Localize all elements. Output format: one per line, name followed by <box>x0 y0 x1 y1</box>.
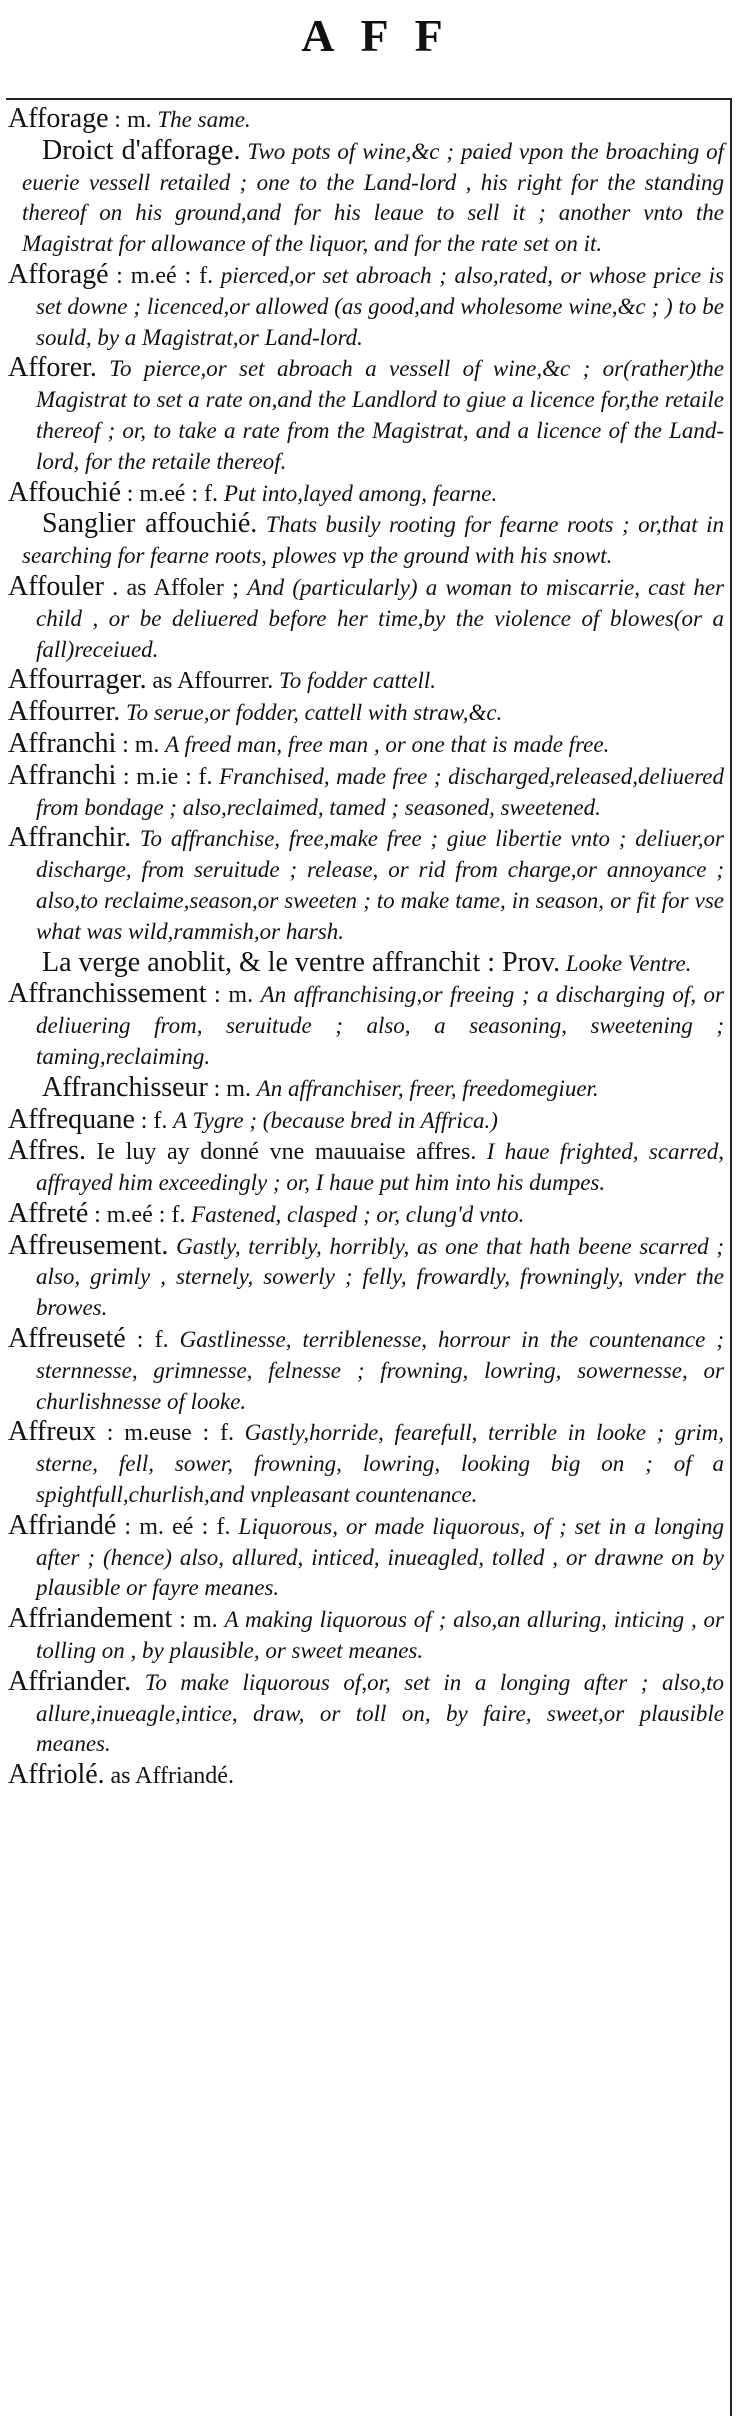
dictionary-entry <box>8 1324 724 1417</box>
entry-grammar: : m.eé : f. <box>94 1201 186 1228</box>
entry-grammar: : m.euse : f. <box>106 1420 235 1447</box>
sub-entry <box>8 948 724 980</box>
entry-headword: Affres. <box>8 1135 87 1167</box>
entry-definition: To fodder cattell. <box>279 668 436 694</box>
entry-grammar: . as Affoler ; <box>112 574 239 601</box>
dictionary-entry <box>8 823 724 947</box>
dictionary-entry <box>8 1760 724 1792</box>
entry-headword: Affriolé. <box>8 1759 105 1791</box>
entry-headword: Affranchisseur <box>42 1071 208 1103</box>
entry-definition: And (particularly) a woman to miscarrie, cast her child , or be deliuered before her time,by the violence of blowes(or a fall)receiued. <box>36 574 725 662</box>
entry-headword: La verge anoblit, & le ventre affranchit : Prov. <box>42 946 561 978</box>
entry-definition: To affranchise, free,make free ; giue libertie vnto ; deliuer,or discharge, from seruitude ; release, or rid from charge,or annoyance ; also,to reclaime,season,or sweeten ; to make tame, in season, or fit for vse what was wild,rammish,or harsh. <box>36 826 724 944</box>
entry-headword: Affouler <box>8 570 104 602</box>
dictionary-entry <box>8 353 724 477</box>
entry-headword: Afforagé <box>8 258 109 290</box>
entry-headword: Sanglier affouchié. <box>42 508 258 540</box>
entry-grammar: : m. <box>213 1075 251 1102</box>
dictionary-entry <box>8 260 724 353</box>
entry-definition: A Tygre ; (because bred in Affrica.) <box>173 1107 498 1133</box>
sub-entry <box>8 136 724 260</box>
entry-definition: Gastly, terribly, horribly, as one that hath beene scarred ; also, grimly , sternely, sowerly ; felly, frowardly, frowningly, vnder the browes. <box>36 1233 725 1321</box>
entry-definition: Put into,layed among, fearne. <box>223 480 498 506</box>
dictionary-entry <box>8 1667 724 1760</box>
dictionary-entry <box>8 1199 724 1231</box>
dictionary-entry <box>8 1604 724 1667</box>
entry-headword: Affranchissement <box>8 978 207 1010</box>
entry-headword: Affouchié <box>8 476 121 508</box>
entry-headword: Affranchi <box>8 759 117 791</box>
entry-definition: Thats busily rooting for fearne roots ; or,that in searching for fearne roots, plowes vp the ground with his snowt. <box>22 512 725 569</box>
entry-definition: Fastened, clasped ; or, clung'd vnto. <box>191 1201 525 1227</box>
entry-definition: A making liquorous of ; also,an alluring, inticing , or tolling on , by plausible, or sweet meanes. <box>36 1607 725 1664</box>
entry-grammar: Ie luy ay donné vne mauuaise affres. <box>96 1139 477 1166</box>
entry-definition: Two pots of wine,&c ; paied vpon the broaching of euerie vessell retailed ; one to the Land-lord , his right for the standing thereof on his ground,and for his leaue to sell it ; another vnto the Magistrat for allowance of the liquor, and for the rate set on it. <box>22 138 724 257</box>
entry-grammar: : m. <box>114 107 152 133</box>
entry-definition: To pierce,or set abroach a vessell of wine,&c ; or(rather)the Magistrat to set a rate on,and the Landlord to giue a licence for,the retaile thereof ; or, to take a rate from the Magistrat, and a licence of the Land-lord, for the retaile thereof. <box>36 356 724 474</box>
dictionary-entry <box>8 1105 724 1137</box>
entry-headword: Affrequane <box>8 1103 135 1135</box>
dictionary-entry <box>8 697 724 729</box>
entry-definition: I haue frighted, scarred, affrayed him exceedingly ; or, I haue put him into his dumpes. <box>36 1139 724 1196</box>
sub-entry <box>8 509 724 572</box>
entry-grammar: : f. <box>136 1327 169 1354</box>
dictionary-entry <box>8 1136 724 1199</box>
entry-headword: Affranchi <box>8 727 117 759</box>
entry-grammar: : f. <box>140 1107 168 1134</box>
entry-definition: An affranchiser, freer, freedomegiuer. <box>256 1075 599 1101</box>
entry-grammar: : m. <box>214 982 254 1009</box>
entry-list <box>8 104 724 1792</box>
entry-definition: A freed man, free man , or one that is made free. <box>165 731 610 757</box>
dictionary-entry <box>8 979 724 1072</box>
entry-definition: Gastly,horride, fearefull, terrible in looke ; grim, sterne, fell, sower, frowning, lowring, looking big on ; of a spightfull,churlish,and vnpleasant countenance. <box>36 1420 725 1508</box>
entry-headword: Affranchir. <box>8 822 132 854</box>
entry-headword: Affreuseté <box>8 1323 126 1355</box>
column-rule <box>730 98 732 2416</box>
entry-definition: Liquorous, or made liquorous, of ; set in a longing after ; (hence) also, allured, inticed, inueagled, tolled , or drawne on by plausible or fayre meanes. <box>36 1513 724 1601</box>
dictionary-entry <box>8 104 724 136</box>
entry-headword: Droict d'afforage. <box>42 134 241 166</box>
entry-grammar: : m. <box>179 1607 218 1634</box>
entry-grammar: : m. eé : f. <box>124 1513 231 1540</box>
entry-definition: Gastlinesse, terriblenesse, horrour in the countenance ; sternnesse, grimnesse, felnesse ; frowning, lowring, sowernesse, or churlishnesse of looke. <box>36 1327 725 1414</box>
entry-headword: Affreusement. <box>8 1229 169 1261</box>
entry-headword: Affriandement <box>8 1603 173 1635</box>
entry-headword: Afforage <box>8 103 109 134</box>
entry-definition: pierced,or set abroach ; also,rated, or whose price is set downe ; licenced,or allowed (as good,and wholesome wine,&c ; ) to be sould, by a Magistrat,or Land-lord. <box>36 262 724 350</box>
dictionary-entry <box>8 1417 724 1510</box>
entry-definition: To make liquorous of,or, set in a longing after ; also,to allure,inueagle,intice, draw, or toll on, by faire, sweet,or plausible meanes. <box>36 1669 724 1757</box>
dictionary-entry <box>8 1511 724 1604</box>
entry-grammar: : m.eé : f. <box>116 262 214 289</box>
dictionary-entry <box>8 478 724 510</box>
entry-definition: The same. <box>157 107 251 132</box>
entry-grammar: : m.ie : f. <box>122 763 213 790</box>
entry-headword: Affreux <box>8 1416 97 1448</box>
sub-entry <box>8 1073 724 1105</box>
entry-definition: Franchised, made free ; discharged,released,deliuered from bondage ; also,reclaimed, tamed ; seasoned, sweetened. <box>36 763 724 820</box>
header-rule <box>6 98 730 100</box>
entry-grammar: as Affourrer. <box>152 668 274 695</box>
entry-headword: Afforer. <box>8 352 97 384</box>
dictionary-entry <box>8 761 724 824</box>
entry-headword: Affourrer. <box>8 696 121 728</box>
entry-headword: Affriandé <box>8 1509 117 1541</box>
entry-headword: Affreté <box>8 1197 89 1229</box>
dictionary-entry <box>8 665 724 697</box>
entry-headword: Affourrager. <box>8 664 147 696</box>
entry-grammar: as Affriandé. <box>110 1763 234 1790</box>
entry-definition: To serue,or fodder, cattell with straw,&c. <box>125 700 503 726</box>
entry-definition: An affranchising,or freeing ; a discharging of, or deliuering from, seruitude ; also, a seasoning, sweetening ; taming,reclaiming. <box>36 982 725 1069</box>
entry-headword: Affriander. <box>8 1665 132 1697</box>
entry-grammar: : m. <box>122 731 160 758</box>
entry-definition: Looke Ventre. <box>565 950 692 976</box>
entry-grammar: : m.eé : f. <box>126 480 219 507</box>
running-header: AFF <box>301 10 469 61</box>
dictionary-entry <box>8 572 724 665</box>
dictionary-entry <box>8 729 724 761</box>
dictionary-entry <box>8 1231 724 1324</box>
